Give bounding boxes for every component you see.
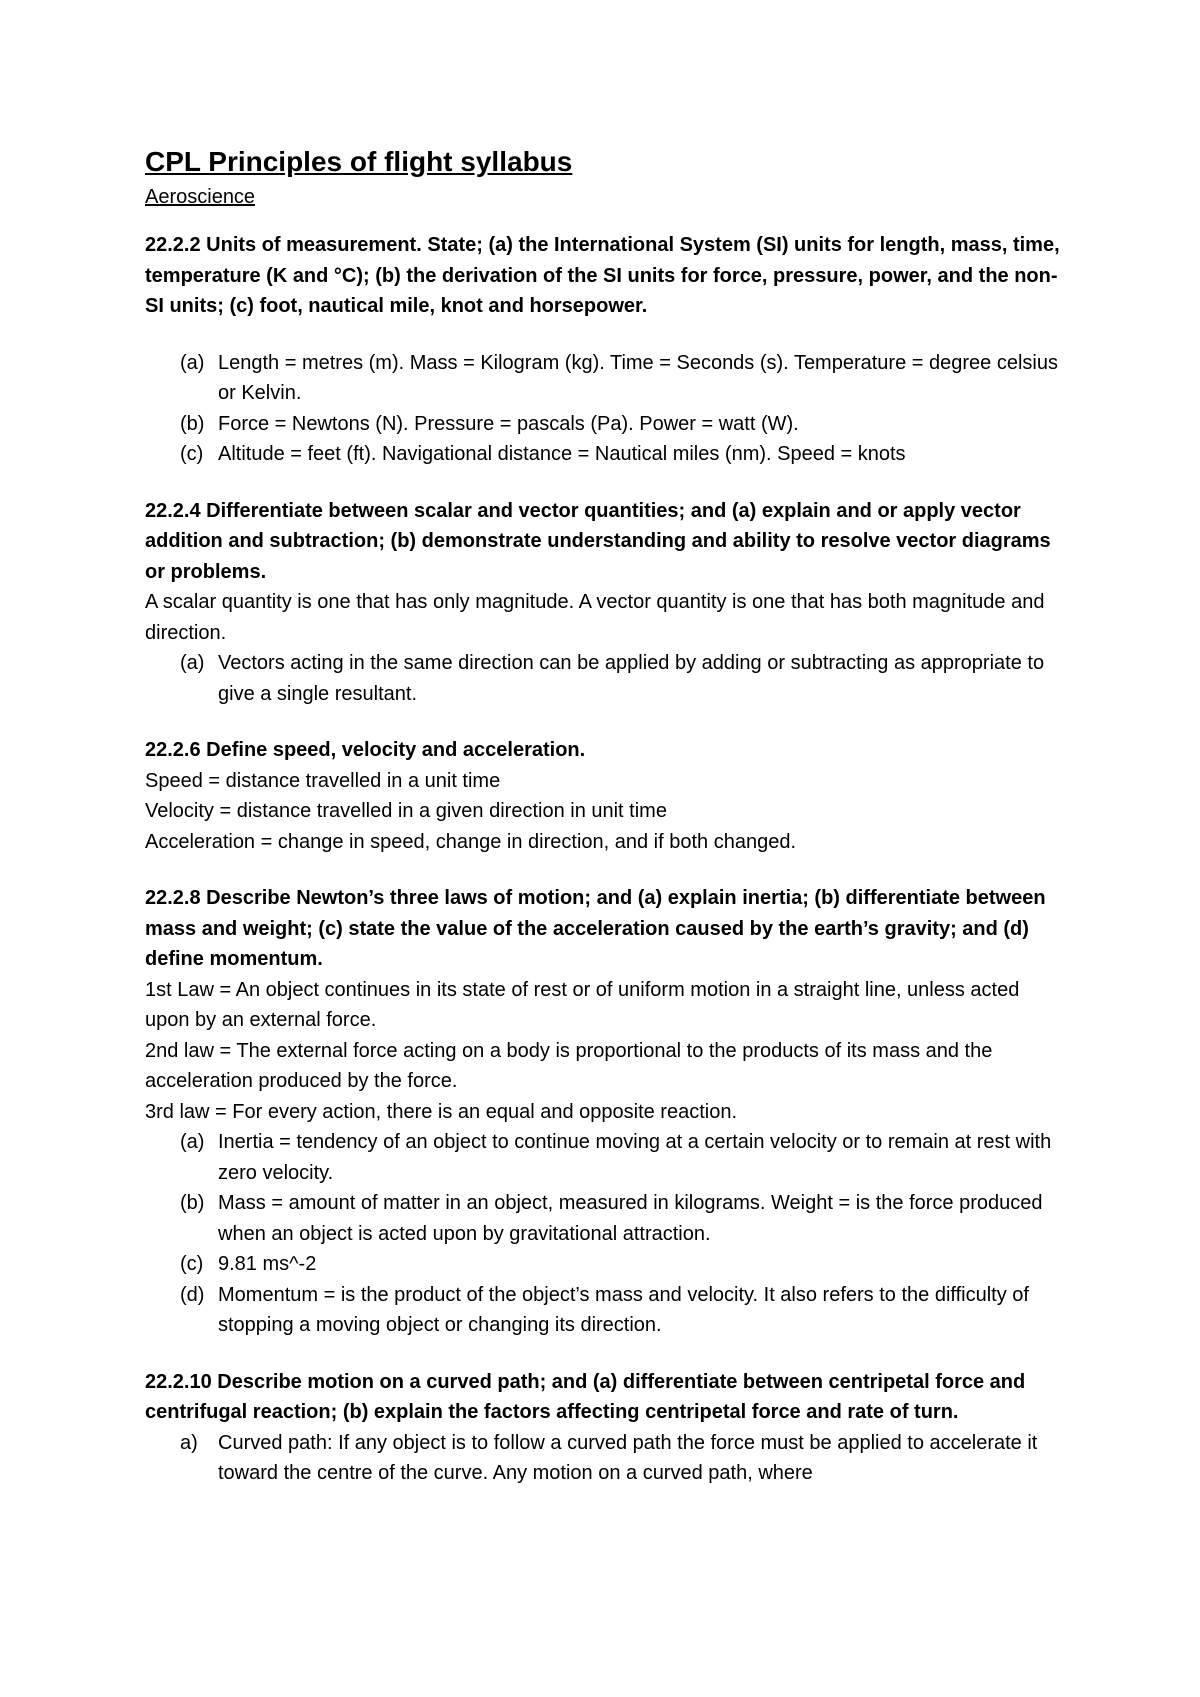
section-heading: 22.2.4 Differentiate between scalar and vector quantities; and (a) explain and or apply vector addition and subtraction; (b) demonstrate understanding and ability to resolve vector diagrams or problems.	[145, 499, 1051, 583]
list-item-text: Momentum = is the product of the object’s mass and velocity. It also refers to the difficulty of stopping a moving object or changing its direction.	[218, 1283, 1029, 1336]
list-item	[145, 348, 1065, 409]
list-item	[145, 1428, 1065, 1489]
list-item	[145, 1249, 1065, 1280]
answer-list	[145, 1428, 1065, 1489]
section-heading: 22.2.2 Units of measurement. State; (a) the International System (SI) units for length, mass, time, temperature (K and °C); (b) the derivation of the SI units for force, pressure, power, and the non-SI units; (c) foot, nautical mile, knot and horsepower.	[145, 234, 1060, 317]
list-item	[145, 409, 1065, 440]
section-heading: 22.2.10 Describe motion on a curved path; and (a) differentiate between centripetal force and centrifugal reaction; (b) explain the factors affecting centripetal force and rate of turn.	[145, 1370, 1026, 1423]
list-marker: (c)	[180, 443, 204, 465]
list-item-text: Vectors acting in the same direction can be applied by adding or subtracting as appropriate to give a single resultant.	[218, 652, 1045, 705]
list-item	[145, 439, 1065, 470]
paragraph: Velocity = distance travelled in a given direction in unit time	[145, 800, 667, 822]
paragraph: A scalar quantity is one that has only magnitude. A vector quantity is one that has both magnitude and direction.	[145, 591, 1045, 644]
paragraph: 3rd law = For every action, there is an equal and opposite reaction.	[145, 1100, 738, 1123]
list-item	[145, 1127, 1065, 1188]
list-item-text: 9.81 ms^-2	[218, 1253, 317, 1275]
list-item-text: Force = Newtons (N). Pressure = pascals (Pa). Power = watt (W).	[218, 412, 799, 435]
list-item-text: Mass = amount of matter in an object, measured in kilograms. Weight = is the force produced when an object is acted upon by gravitational attraction.	[218, 1192, 1043, 1245]
list-marker: (a)	[180, 351, 205, 374]
list-marker: (d)	[180, 1283, 205, 1306]
answer-list	[145, 348, 1065, 470]
list-marker: (b)	[180, 1192, 205, 1214]
list-marker: (b)	[180, 412, 205, 435]
section-heading: 22.2.8 Describe Newton’s three laws of motion; and (a) explain inertia; (b) differentiate between mass and weight; (c) state the value of the acceleration caused by the earth’s gravity; and (d) define momentum.	[145, 887, 1046, 970]
list-item-text: Curved path: If any object is to follow a curved path the force must be applied to accelerate it toward the centre of the curve. Any motion on a curved path, where	[218, 1431, 1038, 1484]
list-marker: (c)	[180, 1253, 204, 1275]
answer-list	[145, 1127, 1065, 1341]
list-item-text: Inertia = tendency of an object to continue moving at a certain velocity or to remain at rest with zero velocity.	[218, 1131, 1052, 1184]
paragraph: 1st Law = An object continues in its state of rest or of uniform motion in a straight line, unless acted upon by an external force.	[145, 978, 1020, 1031]
list-item	[145, 1188, 1065, 1249]
document-title: CPL Principles of flight syllabus	[145, 146, 573, 177]
section-units-of-measurement	[145, 230, 1065, 470]
list-marker: a)	[180, 1431, 198, 1454]
document-page	[145, 142, 1065, 1515]
list-marker: (a)	[180, 1131, 205, 1153]
paragraph: Speed = distance travelled in a unit time	[145, 769, 501, 792]
document-subtitle: Aeroscience	[145, 186, 256, 208]
list-item	[145, 1280, 1065, 1341]
section-curved-path-motion	[145, 1367, 1065, 1489]
list-marker: (a)	[180, 652, 205, 674]
section-heading: 22.2.6 Define speed, velocity and acceleration.	[145, 739, 586, 761]
section-speed-velocity-acceleration	[145, 735, 1065, 857]
paragraph: 2nd law = The external force acting on a body is proportional to the products of its mass and the acceleration produced by the force.	[145, 1039, 993, 1092]
section-newtons-laws	[145, 883, 1065, 1341]
paragraph: Acceleration = change in speed, change in direction, and if both changed.	[145, 830, 797, 853]
list-item	[145, 648, 1065, 709]
list-item-text: Length = metres (m). Mass = Kilogram (kg). Time = Seconds (s). Temperature = degree celsius or Kelvin.	[218, 351, 1058, 404]
answer-list	[145, 648, 1065, 709]
section-scalar-vector	[145, 496, 1065, 710]
list-item-text: Altitude = feet (ft). Navigational distance = Nautical miles (nm). Speed = knots	[218, 443, 906, 465]
